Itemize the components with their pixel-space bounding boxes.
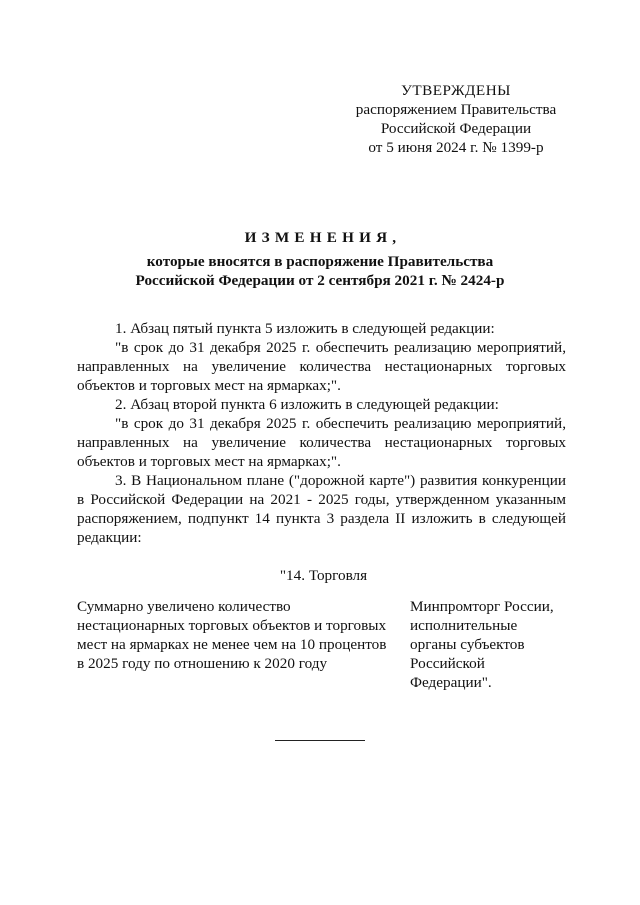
section-title: "14. Торговля: [279, 567, 368, 584]
paragraph-2: 2. Абзац второй пункта 6 изложить в следующей редакции:: [115, 396, 499, 413]
paragraph-quote-1: "в срок до 31 декабря 2025 г. обеспечить реализацию мероприятий, направленных на увеличение количества нестационарных торговых объектов и торговых мест на ярмарках;".: [77, 339, 566, 394]
result-line: мест на ярмарках не менее чем на 10 процентов: [77, 636, 387, 653]
document-heading: [70, 228, 570, 290]
approval-line-3: от 5 июня 2024 г. № 1399-р: [368, 139, 544, 156]
paragraph-quote-2: "в срок до 31 декабря 2025 г. обеспечить реализацию мероприятий, направленных на увеличение количества нестационарных торговых объектов и торговых мест на ярмарках;".: [77, 415, 566, 470]
end-divider: [275, 740, 365, 741]
result-line: в 2025 году по отношению к 2020 году: [77, 655, 328, 672]
paragraph-3: 3. В Национальном плане ("дорожной карте") развития конкуренции в Российской Федерации на 2021 - 2025 годы, утвержденном указанным распоряжением, подпункт 14 пункта 3 раздела II изложить в следующей редакции:: [77, 472, 566, 546]
responsible-line: исполнительные: [410, 617, 518, 634]
responsible-line: Федерации".: [410, 674, 492, 691]
result-line: нестационарных торговых объектов и торговых: [77, 617, 387, 634]
paragraph-1: 1. Абзац пятый пункта 5 изложить в следующей редакции:: [115, 320, 495, 337]
result-line: Суммарно увеличено количество: [77, 598, 291, 615]
document-subtitle-line-2: Российской Федерации от 2 сентября 2021 г. № 2424-р: [135, 272, 505, 289]
document-title: ИЗМЕНЕНИЯ,: [244, 229, 402, 246]
approval-block: [340, 81, 572, 157]
responsible-line: Российской: [410, 655, 485, 672]
document-body: [77, 319, 566, 547]
result-column: [77, 597, 397, 673]
responsible-line: органы субъектов: [410, 636, 525, 653]
approval-line-1: распоряжением Правительства: [355, 101, 557, 118]
responsible-line: Минпромторг России,: [410, 598, 554, 615]
approval-title: УТВЕРЖДЕНЫ: [401, 82, 511, 99]
responsible-column: [410, 597, 570, 692]
document-subtitle-line-1: которые вносятся в распоряжение Правительства: [146, 253, 494, 270]
approval-line-2: Российской Федерации: [380, 120, 532, 137]
